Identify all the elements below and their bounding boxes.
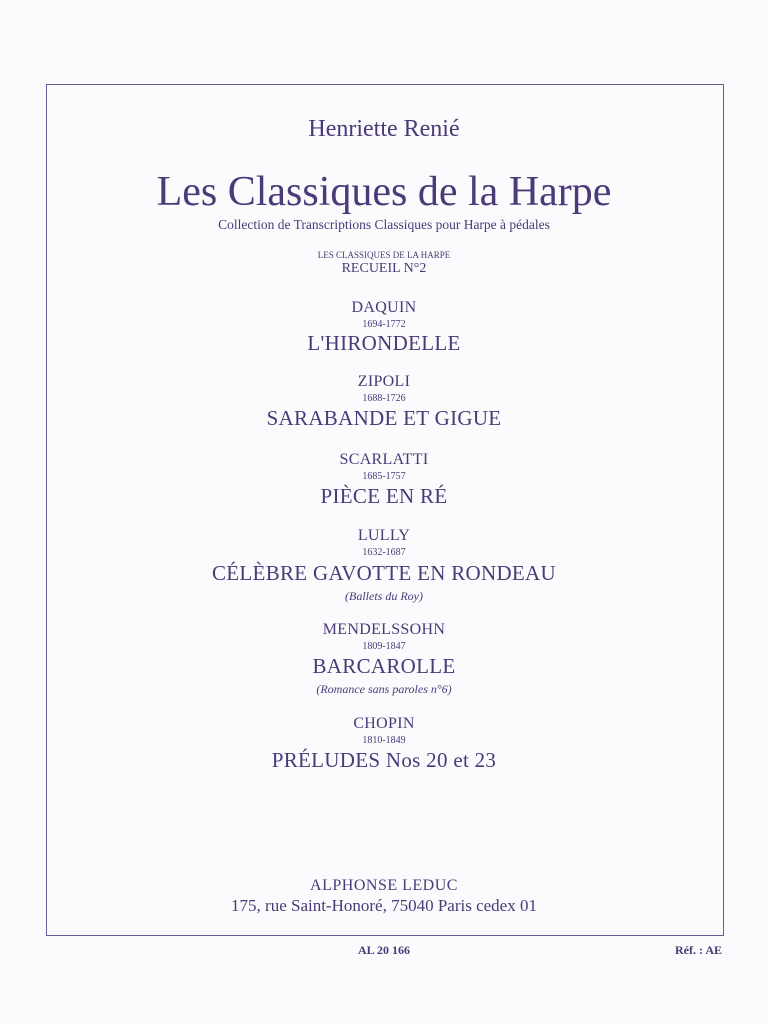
volume-number: RECUEIL N°2 [341,261,427,276]
piece-note: (Romance sans paroles n°6) [316,682,452,696]
piece-composer: ZIPOLI [357,373,411,390]
collection-title: Les Classiques de la Harpe [156,169,612,215]
piece-composer-dates: 1632-1687 [362,547,406,558]
piece-composer: MENDELSSOHN [322,621,446,638]
piece-title: L'HIRONDELLE [307,331,461,355]
piece-composer-dates: 1810-1849 [362,735,406,746]
piece-title: PRÉLUDES Nos 20 et 23 [271,748,497,772]
author-name: Henriette Renié [308,116,460,142]
piece-composer: SCARLATTI [339,451,429,468]
series-name: LES CLASSIQUES DE LA HARPE [317,250,451,260]
publisher-name: ALPHONSE LEDUC [310,877,458,894]
piece-composer: CHOPIN [353,715,415,732]
publisher-address: 175, rue Saint-Honoré, 75040 Paris cedex 01 [231,896,537,915]
piece-note: (Ballets du Roy) [345,589,423,603]
piece-title: PIÈCE EN RÉ [320,484,448,508]
piece-composer: DAQUIN [351,299,417,316]
piece-title: CÉLÈBRE GAVOTTE EN RONDEAU [212,561,556,585]
piece-composer-dates: 1809-1847 [362,641,406,652]
piece-composer-dates: 1694-1772 [362,319,406,330]
piece-title: BARCAROLLE [312,654,456,678]
piece-composer: LULLY [357,527,411,544]
piece-title: SARABANDE ET GIGUE [266,406,502,430]
collection-subtitle: Collection de Transcriptions Classiques pour Harpe à pédales [218,217,550,232]
reference-code: Réf. : AE [675,943,722,957]
piece-composer-dates: 1688-1726 [362,393,406,404]
catalog-number: AL 20 166 [357,943,410,957]
piece-composer-dates: 1685-1757 [362,471,406,482]
